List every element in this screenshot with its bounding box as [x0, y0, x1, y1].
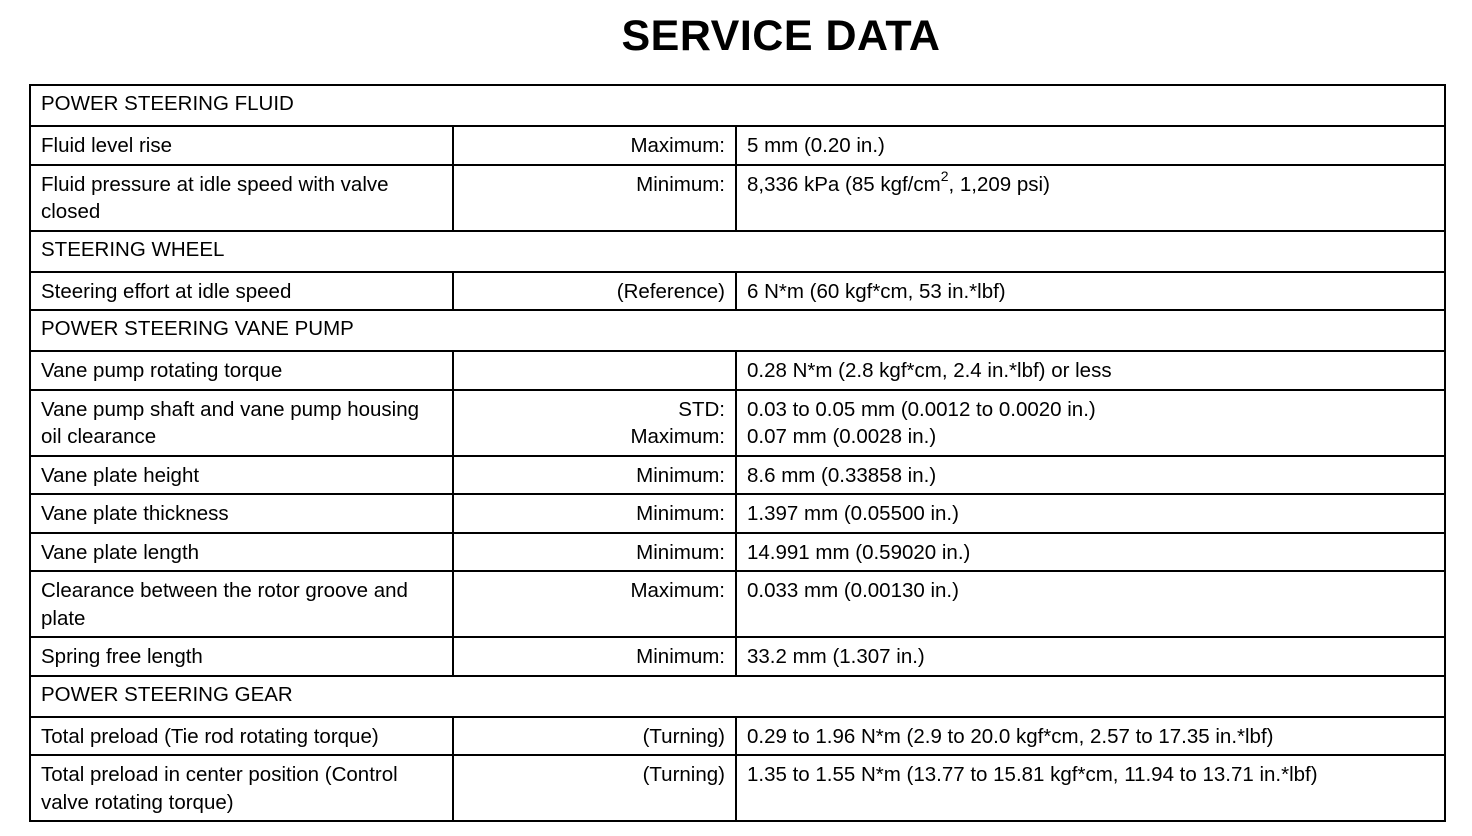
- table-row-fluid-level: [30, 126, 1445, 165]
- section-heading: POWER STEERING GEAR: [30, 676, 1445, 717]
- value-std: 0.03 to 0.05 mm (0.0012 to 0.0020 in.): [747, 397, 1096, 421]
- row-qualifier: Minimum:: [453, 533, 736, 572]
- table-row-steering-effort: [30, 272, 1445, 311]
- row-qualifier: Maximum:: [453, 571, 736, 637]
- superscript-exponent: 2: [940, 167, 949, 184]
- value-text-continued: , 1,209 psi): [948, 172, 1050, 196]
- row-value: 1.35 to 1.55 N*m (13.77 to 15.81 kgf*cm, 11.94 to 13.71 in.*lbf): [736, 755, 1445, 821]
- section-row-steering-gear: [30, 676, 1445, 717]
- service-data-table: [29, 84, 1446, 822]
- row-value: 6 N*m (60 kgf*cm, 53 in.*lbf): [736, 272, 1445, 311]
- table-row-rotor-clearance: [30, 571, 1445, 637]
- table-row-total-preload: [30, 717, 1445, 756]
- row-qualifier: [453, 351, 736, 390]
- row-value: 0.28 N*m (2.8 kgf*cm, 2.4 in.*lbf) or less: [736, 351, 1445, 390]
- row-value: [736, 165, 1445, 231]
- section-row-power-steering-fluid: [30, 85, 1445, 126]
- section-heading: POWER STEERING FLUID: [30, 85, 1445, 126]
- table-row-pump-torque: [30, 351, 1445, 390]
- row-label: Vane plate height: [30, 456, 453, 495]
- row-qualifier: Minimum:: [453, 165, 736, 231]
- row-value: 5 mm (0.20 in.): [736, 126, 1445, 165]
- section-heading: POWER STEERING VANE PUMP: [30, 310, 1445, 351]
- section-heading: STEERING WHEEL: [30, 231, 1445, 272]
- table-row-fluid-pressure: [30, 165, 1445, 231]
- table-row-plate-thickness: [30, 494, 1445, 533]
- row-value: 8.6 mm (0.33858 in.): [736, 456, 1445, 495]
- qualifier-maximum: Maximum:: [630, 425, 725, 448]
- page-title: SERVICE DATA: [621, 12, 941, 60]
- table-row-plate-length: [30, 533, 1445, 572]
- row-label: Vane plate length: [30, 533, 453, 572]
- row-qualifier: (Reference): [453, 272, 736, 311]
- row-label: Total preload in center position (Control valve rotating torque): [30, 755, 453, 821]
- row-label: Vane plate thickness: [30, 494, 453, 533]
- row-value: 0.29 to 1.96 N*m (2.9 to 20.0 kgf*cm, 2.57 to 17.35 in.*lbf): [736, 717, 1445, 756]
- qualifier-std: STD:: [678, 397, 725, 421]
- row-qualifier: (Turning): [453, 717, 736, 756]
- row-label: Fluid level rise: [30, 126, 453, 165]
- table-row-center-preload: [30, 755, 1445, 821]
- row-qualifier: (Turning): [453, 755, 736, 821]
- row-label: Vane pump shaft and vane pump housing oil clearance: [30, 390, 453, 456]
- row-qualifier: Minimum:: [453, 456, 736, 495]
- row-label: Total preload (Tie rod rotating torque): [30, 717, 453, 756]
- section-row-steering-wheel: [30, 231, 1445, 272]
- table-row-plate-height: [30, 456, 1445, 495]
- table-row-spring-length: [30, 637, 1445, 676]
- row-value: 0.033 mm (0.00130 in.): [736, 571, 1445, 637]
- row-value: 1.397 mm (0.05500 in.): [736, 494, 1445, 533]
- row-label: Spring free length: [30, 637, 453, 676]
- row-label: Steering effort at idle speed: [30, 272, 453, 311]
- row-qualifier: Minimum:: [453, 637, 736, 676]
- row-value: 14.991 mm (0.59020 in.): [736, 533, 1445, 572]
- value-maximum: 0.07 mm (0.0028 in.): [747, 425, 937, 448]
- row-label: Clearance between the rotor groove and plate: [30, 571, 453, 637]
- row-qualifier: [453, 390, 736, 456]
- row-value: 33.2 mm (1.307 in.): [736, 637, 1445, 676]
- row-value: [736, 390, 1445, 456]
- row-qualifier: Maximum:: [453, 126, 736, 165]
- value-text: 8,336 kPa (85 kgf/cm: [747, 172, 941, 196]
- section-row-vane-pump: [30, 310, 1445, 351]
- row-label: Fluid pressure at idle speed with valve closed: [30, 165, 453, 231]
- row-label: Vane pump rotating torque: [30, 351, 453, 390]
- row-qualifier: Minimum:: [453, 494, 736, 533]
- table-row-pump-clearance: [30, 390, 1445, 456]
